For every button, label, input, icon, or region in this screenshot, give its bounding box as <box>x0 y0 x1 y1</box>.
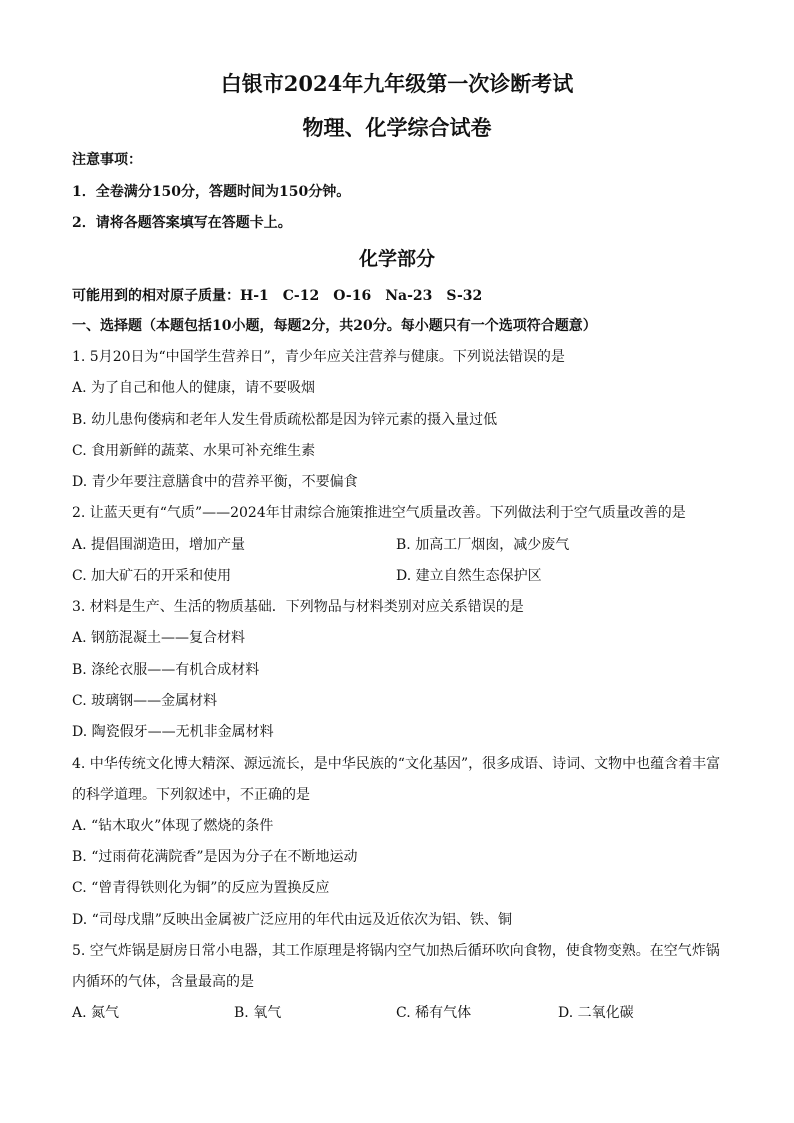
question-4-option-c: C. “曾青得铁则化为铜”的反应为置换反应 <box>72 880 330 896</box>
exam-title: 白银市2024年九年级第一次诊断考试 <box>220 71 574 96</box>
question-5-option-b: B. 氧气 <box>234 1005 282 1021</box>
question-4-option-d: D. “司母戊鼎”反映出金属被广泛应用的年代由远及近依次为铝、铁、铜 <box>72 912 512 928</box>
question-4-option-b: B. “过雨荷花满院香”是因为分子在不断地运动 <box>72 849 358 865</box>
question-1-option-d: D. 青少年要注意膳食中的营养平衡，不要偏食 <box>72 474 358 490</box>
section-title: 化学部分 <box>358 248 435 270</box>
question-2-option-b: B. 加高工厂烟囱，减少废气 <box>396 537 570 553</box>
question-3-option-a: A. 钢筋混凝土——复合材料 <box>72 630 246 646</box>
question-3-option-d: D. 陶瓷假牙——无机非金属材料 <box>72 724 274 740</box>
question-3-stem: 3. 材料是生产、生活的物质基础．下列物品与材料类别对应关系错误的是 <box>72 599 524 615</box>
notice-item-2: 2．请将各题答案填写在答题卡上。 <box>72 215 292 231</box>
question-2-stem: 2. 让蓝天更有“气质”——2024年甘肃综合施策推进空气质量改善。下列做法利于空气质量改善的是 <box>72 505 686 521</box>
question-1-option-b: B. 幼儿患佝偻病和老年人发生骨质疏松都是因为锌元素的摄入量过低 <box>72 412 498 428</box>
question-2-option-d: D. 建立自然生态保护区 <box>396 568 542 584</box>
part-heading: 一、选择题（本题包括10小题，每题2分，共20分。每小题只有一个选项符合题意） <box>72 318 597 334</box>
notice-heading: 注意事项： <box>72 152 142 168</box>
exam-subtitle: 物理、化学综合试卷 <box>302 115 492 140</box>
notice-item-1: 1．全卷满分150分，答题时间为150分钟。 <box>72 184 351 200</box>
question-5-stem-line-1: 5. 空气炸锅是厨房日常小电器，其工作原理是将锅内空气加热后循环吹向食物，使食物变熟。在空气炸锅 <box>72 943 720 959</box>
question-3-option-b: B. 涤纶衣服——有机合成材料 <box>72 662 260 678</box>
question-4-stem-line-1: 4. 中华传统文化博大精深、源远流长，是中华民族的“文化基因”，很多成语、诗词、文物中也蕴含着丰富 <box>72 756 721 772</box>
question-2-option-c: C. 加大矿石的开采和使用 <box>72 568 232 584</box>
question-3-option-c: C. 玻璃钢——金属材料 <box>72 693 218 709</box>
question-4-option-a: A. “钻木取火”体现了燃烧的条件 <box>72 818 274 834</box>
question-5-option-c: C. 稀有气体 <box>396 1005 472 1021</box>
question-5-option-d: D. 二氧化碳 <box>558 1005 634 1021</box>
question-1-option-c: C. 食用新鲜的蔬菜、水果可补充维生素 <box>72 443 316 459</box>
question-1-option-a: A. 为了自己和他人的健康，请不要吸烟 <box>72 380 316 396</box>
question-4-stem-line-2: 的科学道理。下列叙述中，不正确的是 <box>72 787 310 803</box>
question-5-stem-line-2: 内循环的气体，含量最高的是 <box>72 974 254 990</box>
question-1-stem: 1. 5月20日为“中国学生营养日”，青少年应关注营养与健康。下列说法错误的是 <box>72 349 565 365</box>
question-2-option-a: A. 提倡围湖造田，增加产量 <box>72 537 246 553</box>
atomic-mass-line: 可能用到的相对原子质量：H-1 C-12 O-16 Na-23 S-32 <box>72 288 483 304</box>
question-5-option-a: A. 氮气 <box>72 1005 120 1021</box>
